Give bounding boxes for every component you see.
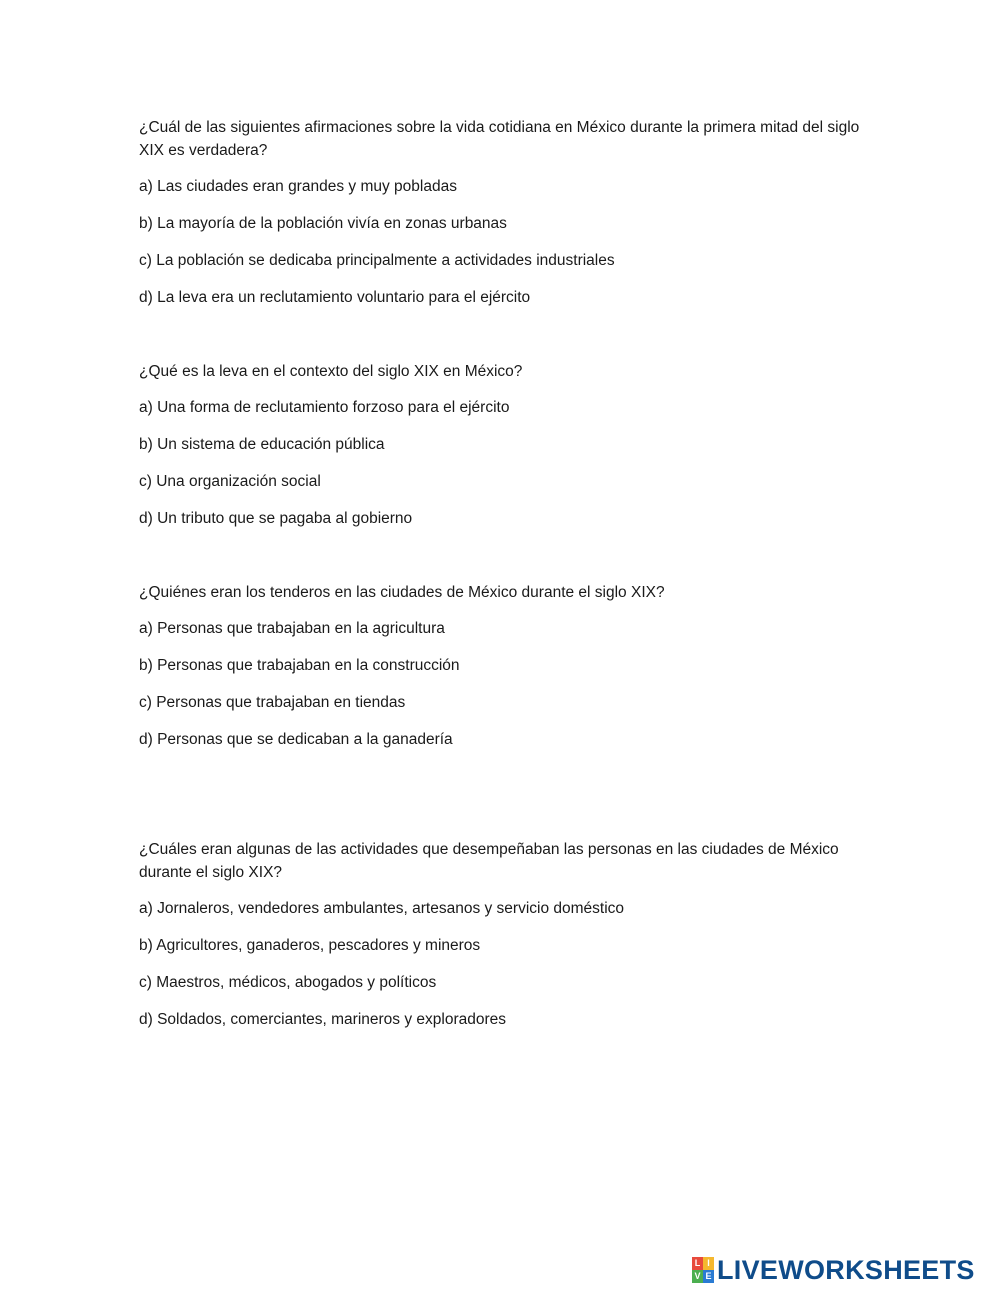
logo-mark-letter: I (703, 1257, 714, 1270)
answer-option-a[interactable]: a) Las ciudades eran grandes y muy pobladas (139, 178, 457, 195)
answer-option-d[interactable]: d) La leva era un reclutamiento voluntario para el ejército (139, 289, 531, 306)
answer-option-d[interactable]: d) Soldados, comerciantes, marineros y exploradores (139, 1011, 507, 1028)
logo-mark-letter: L (692, 1257, 703, 1270)
question-block-3 (139, 581, 869, 751)
answer-option-a[interactable]: a) Personas que trabajaban en la agricultura (139, 620, 445, 637)
answer-option-d[interactable]: d) Un tributo que se pagaba al gobierno (139, 510, 413, 527)
question-block-2 (139, 360, 869, 530)
answer-option-b[interactable]: b) Personas que trabajaban en la construcción (139, 657, 460, 674)
answer-option-c[interactable]: c) La población se dedicaba principalmente a actividades industriales (139, 252, 615, 269)
question-block-1 (139, 116, 869, 316)
answer-option-a[interactable]: a) Una forma de reclutamiento forzoso para el ejército (139, 399, 510, 416)
question-text: ¿Quiénes eran los tenderos en las ciudades de México durante el siglo XIX? (139, 584, 665, 601)
answer-option-c[interactable]: c) Maestros, médicos, abogados y políticos (139, 974, 437, 991)
answer-option-b[interactable]: b) La mayoría de la población vivía en zonas urbanas (139, 215, 507, 232)
logo-mark-letter: V (692, 1270, 703, 1283)
logo-mark-icon (692, 1257, 714, 1283)
liveworksheets-logo (692, 1255, 975, 1285)
question-text: ¿Cuáles eran algunas de las actividades que desempeñaban las personas en las ciudades de México durante el siglo XIX? (139, 841, 839, 881)
logo-text: LIVEWORKSHEETS (717, 1254, 975, 1285)
question-text: ¿Qué es la leva en el contexto del siglo XIX en México? (139, 363, 523, 380)
answer-option-c[interactable]: c) Una organización social (139, 473, 321, 490)
answer-option-a[interactable]: a) Jornaleros, vendedores ambulantes, artesanos y servicio doméstico (139, 900, 625, 917)
answer-option-b[interactable]: b) Agricultores, ganaderos, pescadores y mineros (139, 937, 481, 954)
answer-option-c[interactable]: c) Personas que trabajaban en tiendas (139, 694, 406, 711)
answer-option-d[interactable]: d) Personas que se dedicaban a la ganadería (139, 731, 453, 748)
logo-mark-letter: E (703, 1270, 714, 1283)
answer-option-b[interactable]: b) Un sistema de educación pública (139, 436, 385, 453)
question-text: ¿Cuál de las siguientes afirmaciones sobre la vida cotidiana en México durante la primera mitad del siglo XIX es verdadera? (139, 119, 860, 159)
question-block-4 (139, 838, 869, 1038)
